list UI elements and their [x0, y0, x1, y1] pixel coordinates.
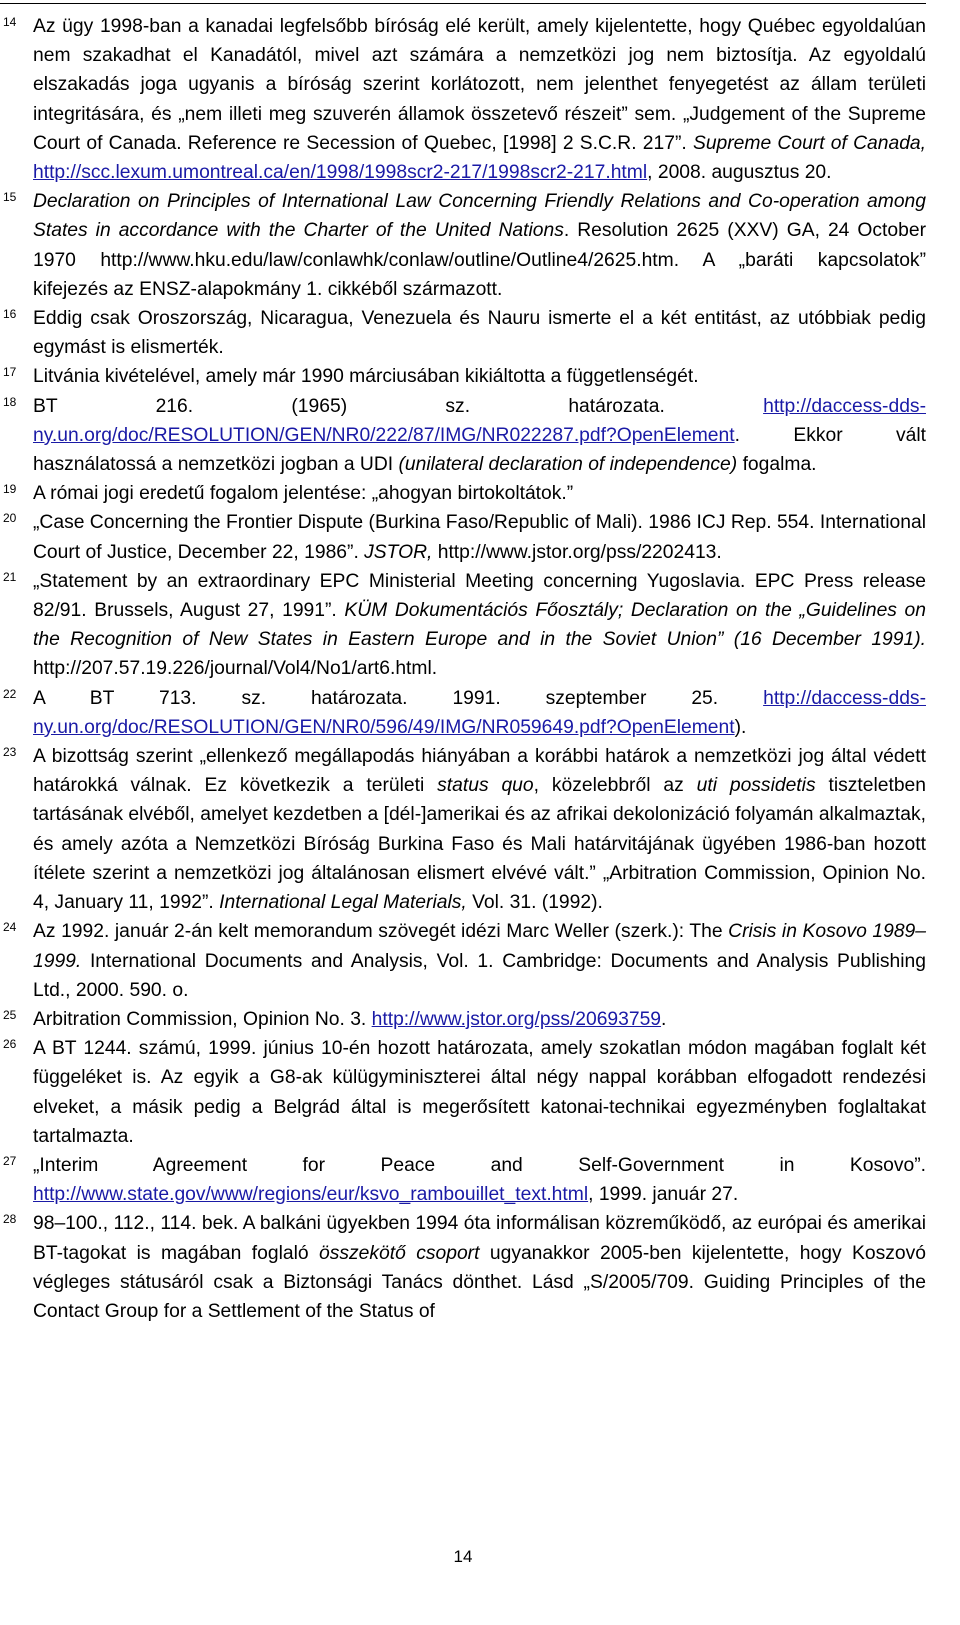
italic-text: KÜM Dokumentációs Főosztály; Declaration on the „Guidelines on the Recognition of New States in Eastern Europe and in the Soviet Union” (16 December 1991).	[33, 600, 926, 651]
footnote-18	[0, 392, 926, 480]
footnote-number: 23	[3, 745, 17, 760]
footnote-16	[0, 304, 926, 362]
italic-text: Crisis in Kosovo 1989–1999.	[33, 921, 926, 972]
text-run: 98–100., 112., 114. bek. A balkáni ügyekben 1994 óta informálisan közreműködő, az európai és amerikai BT-tagokat is magában foglaló	[33, 1213, 926, 1264]
footnote-number: 24	[3, 920, 17, 935]
footnote-text	[33, 304, 926, 362]
footnote-text	[33, 1209, 926, 1326]
text-run: http://207.57.19.226/journal/Vol4/No1/art6.html.	[33, 658, 438, 680]
footnote-text	[33, 742, 926, 917]
italic-text: összekötő csoport	[319, 1242, 480, 1264]
footnote-27	[0, 1151, 926, 1209]
footnote-text	[33, 684, 926, 742]
footnote-22	[0, 684, 926, 742]
footnote-17	[0, 362, 926, 391]
text-run: Vol. 31. (1992).	[466, 892, 603, 914]
footnote-number: 20	[3, 511, 17, 526]
footnotes-list	[0, 12, 926, 1326]
italic-text: status quo	[437, 775, 534, 797]
text-run: A BT 713. sz. határozata. 1991. szeptember 25.	[33, 687, 764, 709]
text-run: Az ügy 1998-ban a kanadai legfelsőbb bíróság elé került, amely kijelentette, hogy Québec egyoldalúan nem szakadhat el Kanadától, mivel azt számára a nemzetközi jog nem biztosítja. Az egyoldalú elszakadás joga ugyanis a bíróság szerint korlátozott, nem jelenthet fenyegetést az állam területi integritására, és „nem illeti meg szuverén államok összetevő részeit” sem. „Judgement of the Supreme Court of Canada. Reference re Secession of Quebec, [1998] 2 S.C.R. 217”.	[33, 16, 926, 154]
text-run: http://www.jstor.org/pss/2202413.	[432, 541, 722, 563]
footnote-15	[0, 187, 926, 304]
text-run: A római jogi eredetű fogalom jelentése: „ahogyan birtokoltátok.”	[33, 483, 574, 505]
text-run: A BT 1244. számú, 1999. június 10-én hozott határozata, amely szokatlan módon magában foglalt két függeléket is. Az egyik a G8-ak külügyminiszterei által négy nappal korábban elfogadott rendezési elveket, a másik pedig a Belgrád által is megerősített katonai-technikai egyezményben foglaltakat tartalmazta.	[33, 1038, 926, 1147]
footnote-text	[33, 1005, 926, 1034]
footnote-number: 18	[3, 394, 17, 409]
italic-text: uti possidetis	[696, 775, 816, 797]
footnote-14	[0, 12, 926, 187]
text-run: Eddig csak Oroszország, Nicaragua, Venezuela és Nauru ismerte el a két entitást, az utóbbiak pedig egymást is elismerték.	[33, 308, 926, 359]
text-run: , 2008. augusztus 20.	[647, 162, 832, 184]
text-run: A bizottság szerint „ellenkező megállapodás hiányában a korábbi határok a nemzetközi jog által védett határokká válnak. Ez következik a területi	[33, 746, 926, 797]
footnote-28	[0, 1209, 926, 1326]
footnote-number: 28	[3, 1212, 17, 1227]
footnote-25	[0, 1005, 926, 1034]
footnote-number: 26	[3, 1037, 17, 1052]
italic-text: (unilateral declaration of independence)	[398, 454, 738, 476]
footnote-24	[0, 917, 926, 1005]
text-run: Arbitration Commission, Opinion No. 3.	[33, 1008, 372, 1030]
text-run: tiszteletben tartásának elvéből, amelyet kezdetben a [dél-]amerikai és az afrikai dekolonizáció folyamán alkalmaztak, és amely azóta a Nemzetközi Bíróság Burkina Faso és Mali határvitájának ügyében 1986-ban hozott ítélete szerint a nemzetközi jog általánosan elismert elvévé vált.” „Arbitration Commission, Opinion No. 4, January 11, 1992”.	[33, 775, 927, 914]
footnote-number: 16	[3, 307, 17, 322]
text-run: BT 216. (1965) sz. határozata.	[33, 395, 764, 417]
footnote-23	[0, 742, 926, 917]
footnote-number: 14	[3, 15, 17, 29]
text-run: Litvánia kivételével, amely már 1990 márciusában kikiáltotta a függetlenségét.	[33, 366, 699, 388]
footnote-number: 15	[3, 190, 17, 205]
footnote-26	[0, 1034, 926, 1151]
footnote-number: 22	[3, 686, 17, 701]
text-run: „Statement by an extraordinary EPC Ministerial Meeting concerning Yugoslavia. EPC Press release 82/91. Brussels, August 27, 1991”.	[33, 570, 926, 622]
text-run: .	[661, 1008, 667, 1030]
footnote-number: 21	[3, 569, 17, 584]
footnote-19	[0, 479, 926, 508]
text-run: ).	[734, 716, 747, 738]
hyperlink[interactable]: http://www.state.gov/www/regions/eur/ksvo_rambouillet_text.html	[33, 1184, 589, 1206]
footnote-text	[33, 12, 926, 187]
hyperlink[interactable]: http://www.jstor.org/pss/20693759	[371, 1008, 662, 1030]
footnote-text	[33, 392, 926, 480]
italic-text: International Legal Materials,	[219, 892, 467, 914]
text-run: „Case Concerning the Frontier Dispute (Burkina Faso/Republic of Mali). 1986 ICJ Rep. 554. International Court of Justice, December 22, 1986”.	[33, 512, 926, 563]
footnote-text	[33, 479, 926, 508]
footnote-text	[33, 917, 926, 1005]
page-number: 14	[453, 1547, 473, 1566]
text-run: Az 1992. január 2-án kelt memorandum szövegét idézi Marc Weller (szerk.): The	[33, 921, 729, 943]
hyperlink[interactable]: http://daccess-dds-ny.un.org/doc/RESOLUTION/GEN/NR0/222/87/IMG/NR022287.pdf?OpenElement	[33, 395, 926, 446]
footnote-text	[33, 187, 926, 304]
text-run: , közelebbről az	[533, 775, 697, 797]
text-run: . Resolution 2625 (XXV) GA, 24 October 1970 http://www.hku.edu/law/conlawhk/conlaw/outline/Outline4/2625.htm. A „baráti kapcsolatok” kifejezés az ENSZ-alapokmány 1. cikkéből származott.	[33, 220, 926, 300]
footnote-text	[33, 1034, 926, 1151]
text-run: fogalma.	[737, 454, 817, 476]
footnote-number: 17	[3, 365, 17, 380]
text-run: , 1999. január 27.	[588, 1184, 739, 1206]
footnote-number: 25	[3, 1007, 17, 1022]
footnote-number: 19	[3, 482, 17, 497]
hyperlink[interactable]: http://scc.lexum.umontreal.ca/en/1998/1998scr2-217/1998scr2-217.html	[33, 162, 648, 184]
footnote-text	[33, 1151, 926, 1209]
italic-text: Supreme Court of Canada,	[692, 132, 926, 154]
footnote-number: 27	[3, 1153, 17, 1168]
text-run: ugyanakkor 2005-ben kijelentette, hogy Koszovó végleges státusáról csak a Biztonsági Tanács dönthet. Lásd „S/2005/709. Guiding Principles of the Contact Group for a Settlement of the Status of	[33, 1242, 926, 1322]
footnote-text	[33, 362, 926, 391]
hyperlink[interactable]: http://daccess-dds-ny.un.org/doc/RESOLUTION/GEN/NR0/596/49/IMG/NR059649.pdf?OpenElement	[33, 687, 926, 738]
footnote-text	[33, 508, 926, 566]
text-run: International Documents and Analysis, Vol. 1. Cambridge: Documents and Analysis Publishing Ltd., 2000. 590. o.	[33, 950, 926, 1001]
footnote-separator-rule	[0, 3, 926, 4]
footnote-21	[0, 567, 926, 684]
text-run: „Interim Agreement for Peace and Self-Government in Kosovo”.	[33, 1154, 926, 1176]
italic-text: JSTOR,	[364, 541, 433, 563]
text-run: . Ekkor vált használatossá a nemzetközi jogban a UDI	[33, 424, 926, 476]
footnote-20	[0, 508, 926, 566]
italic-text: Declaration on Principles of International Law Concerning Friendly Relations and Co-operation among States in accordance with the Charter of the United Nations	[33, 191, 926, 242]
footnote-text	[33, 567, 926, 684]
